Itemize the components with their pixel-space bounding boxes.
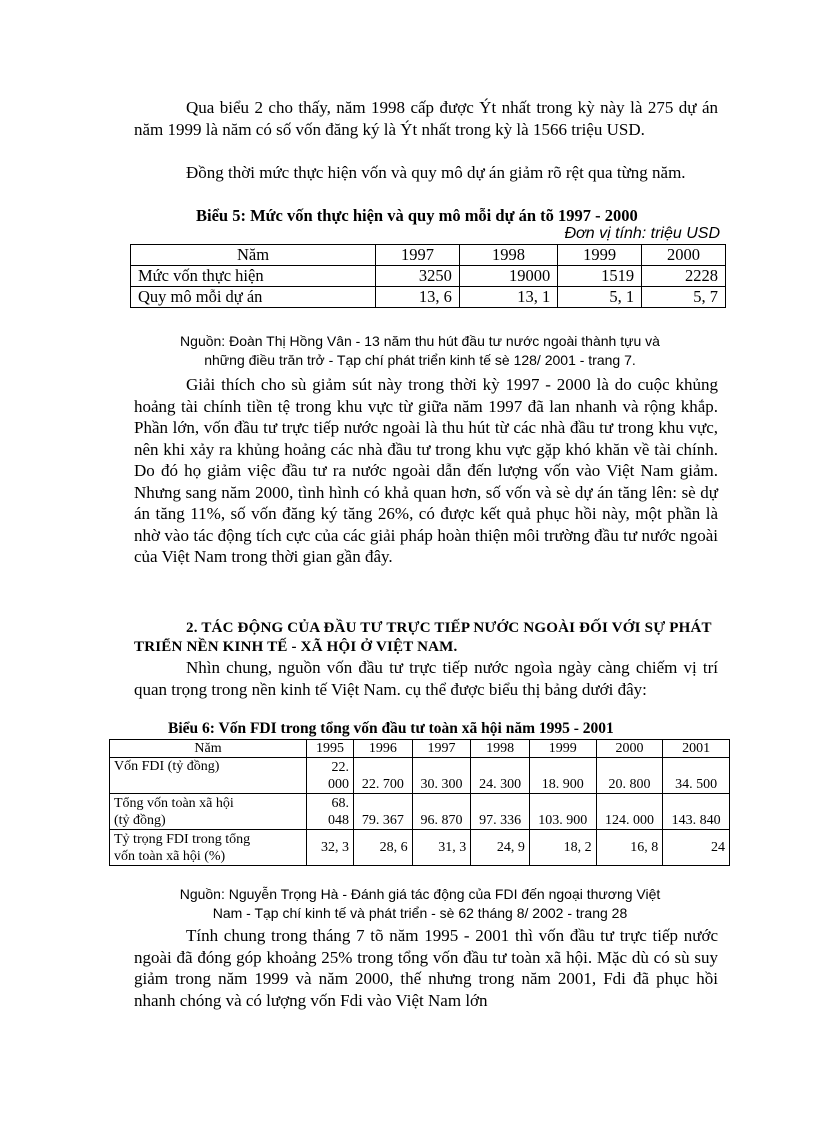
- row-label: Tổng vốn toàn xã hội (tỷ đồng): [110, 794, 307, 830]
- table-cell: 22. 700: [354, 758, 413, 794]
- paragraph-conclusion: Tính chung trong tháng 7 tõ năm 1995 - 2001 thì vốn đầu tư trực tiếp nước ngoài đã đóng góp khoảng 25% trong tổng vốn đầu tư toàn xã hội. Mặc dù có sù suy giảm trong năm 1999 và năm 2000, thế nhưng trong năm 2001, Fdi đã phục hồi nhanh chóng và có lượng vốn Fdi vào Việt Nam lớn: [134, 926, 718, 1010]
- table-cell: 24: [663, 830, 730, 866]
- table-cell: 5, 1: [558, 287, 642, 308]
- table-cell: 13, 1: [459, 287, 557, 308]
- header-cell: 1997: [376, 245, 460, 266]
- table-cell: 16, 8: [596, 830, 663, 866]
- table-cell: 22. 000: [307, 758, 354, 794]
- table-header-row: [110, 740, 730, 758]
- paragraph-decline: Đồng thời mức thực hiện vốn và quy mô dự án giảm rõ rệt qua từng năm.: [186, 163, 686, 182]
- header-cell: Năm: [131, 245, 376, 266]
- paragraph-explanation: Giải thích cho sù giảm sút này trong thời kỳ 1997 - 2000 là do cuộc khủng hoảng tài chính tiền tệ trong khu vực từ giữa năm 1997 đã lan nhanh và rộng khắp. Phần lớn, vốn đầu tư trực tiếp nước ngoài là thu hút từ các nhà đầu tư trong khu vực, nên khi xảy ra khủng hoảng các nhà đầu tư trong khu vực gặp khó khăn về tài chính. Do đó họ giảm việc đầu tư ra nước ngoài dẫn đến lượng vốn vào Việt Nam giảm. Nhưng sang năm 2000, tình hình có khả quan hơn, số vốn và sè dự án tăng lên: sè dự án tăng 11%, số vốn đăng ký tăng 26%, có được kết quả phục hồi này, một phần là nhờ vào tác động tích cực của các giải pháp hoàn thiện môi trường đầu tư nước ngoài của Việt Nam trong thời gian gần đây.: [134, 375, 718, 566]
- table-cell: 31, 3: [412, 830, 471, 866]
- section-heading: 2. TÁC ĐỘNG CỦA ĐẦU TƯ TRỰC TIẾP NƯỚC NGOÀI ĐỐI VỚI SỰ PHÁT TRIỂN NỀN KINH TẾ - XÃ HỘI Ở VIỆT NAM.: [134, 620, 712, 655]
- row-label: Tỷ trọng FDI trong tổng vốn toàn xã hội (%): [110, 830, 307, 866]
- table-cell: 79. 367: [354, 794, 413, 830]
- table5-title: Biểu 5: Mức vốn thực hiện và quy mô mỗi dự án tõ 1997 - 2000: [196, 206, 638, 225]
- table-cell: 1519: [558, 266, 642, 287]
- header-cell: 1996: [354, 740, 413, 758]
- table-cell: 18, 2: [529, 830, 596, 866]
- header-cell: 2000: [642, 245, 726, 266]
- table-row: [110, 794, 730, 830]
- table-cell: 32, 3: [307, 830, 354, 866]
- table-cell: 103. 900: [529, 794, 596, 830]
- table5-unit: Đơn vị tính: triệu USD: [564, 225, 720, 242]
- table-cell: 24. 300: [471, 758, 530, 794]
- table-cell: 68. 048: [307, 794, 354, 830]
- header-cell: 1998: [471, 740, 530, 758]
- table5-source-line2: những điều trăn trở - Tạp chí phát triển kinh tế sè 128/ 2001 - trang 7.: [204, 352, 636, 368]
- table-cell: 2228: [642, 266, 726, 287]
- paragraph-overview: Nhìn chung, nguồn vốn đầu tư trực tiếp nước ngoìa ngày càng chiếm vị trí quan trọng trong nền kinh tế Việt Nam. cụ thể được biểu thị bảng dưới đây:: [134, 658, 718, 699]
- header-cell: 1999: [529, 740, 596, 758]
- table-row: [131, 266, 726, 287]
- table-cell: 97. 336: [471, 794, 530, 830]
- table-row: [110, 758, 730, 794]
- header-cell: Năm: [110, 740, 307, 758]
- table-cell: 18. 900: [529, 758, 596, 794]
- row-label: Mức vốn thực hiện: [131, 266, 376, 287]
- table-cell: 96. 870: [412, 794, 471, 830]
- table5-source-line1: Nguồn: Đoàn Thị Hồng Vân - 13 năm thu hút đầu tư nước ngoài thành tựu và: [180, 333, 660, 349]
- table-cell: 143. 840: [663, 794, 730, 830]
- paragraph-intro: Qua biểu 2 cho thấy, năm 1998 cấp được Ýt nhất trong kỳ này là 275 dự án năm 1999 là năm có số vốn đăng ký là Ýt nhất trong kỳ là 1566 triệu USD.: [134, 98, 718, 139]
- table-cell: 3250: [376, 266, 460, 287]
- table-cell: 30. 300: [412, 758, 471, 794]
- header-cell: 1999: [558, 245, 642, 266]
- table-cell: 5, 7: [642, 287, 726, 308]
- table-cell: 34. 500: [663, 758, 730, 794]
- table6-title: Biểu 6: Vốn FDI trong tổng vốn đầu tư toàn xã hội năm 1995 - 2001: [168, 720, 614, 737]
- row-label: Vốn FDI (tỷ đồng): [110, 758, 307, 794]
- table6: [109, 739, 730, 866]
- table-row: [131, 287, 726, 308]
- table-cell: 28, 6: [354, 830, 413, 866]
- table6-source-line1: Nguồn: Nguyễn Trọng Hà - Đánh giá tác động của FDI đến ngoại thương Việt: [179, 886, 661, 902]
- table-cell: 20. 800: [596, 758, 663, 794]
- header-cell: 2000: [596, 740, 663, 758]
- table5: [130, 244, 726, 308]
- table-cell: 19000: [459, 266, 557, 287]
- header-cell: 1997: [412, 740, 471, 758]
- table-cell: 24, 9: [471, 830, 530, 866]
- table-cell: 13, 6: [376, 287, 460, 308]
- header-cell: 1998: [459, 245, 557, 266]
- table-row: [110, 830, 730, 866]
- header-cell: 2001: [663, 740, 730, 758]
- table6-source-line2: Nam - Tạp chí kinh tế và phát triển - sè 62 tháng 8/ 2002 - trang 28: [212, 905, 628, 921]
- header-cell: 1995: [307, 740, 354, 758]
- table-header-row: [131, 245, 726, 266]
- table-cell: 124. 000: [596, 794, 663, 830]
- row-label: Quy mô mỗi dự án: [131, 287, 376, 308]
